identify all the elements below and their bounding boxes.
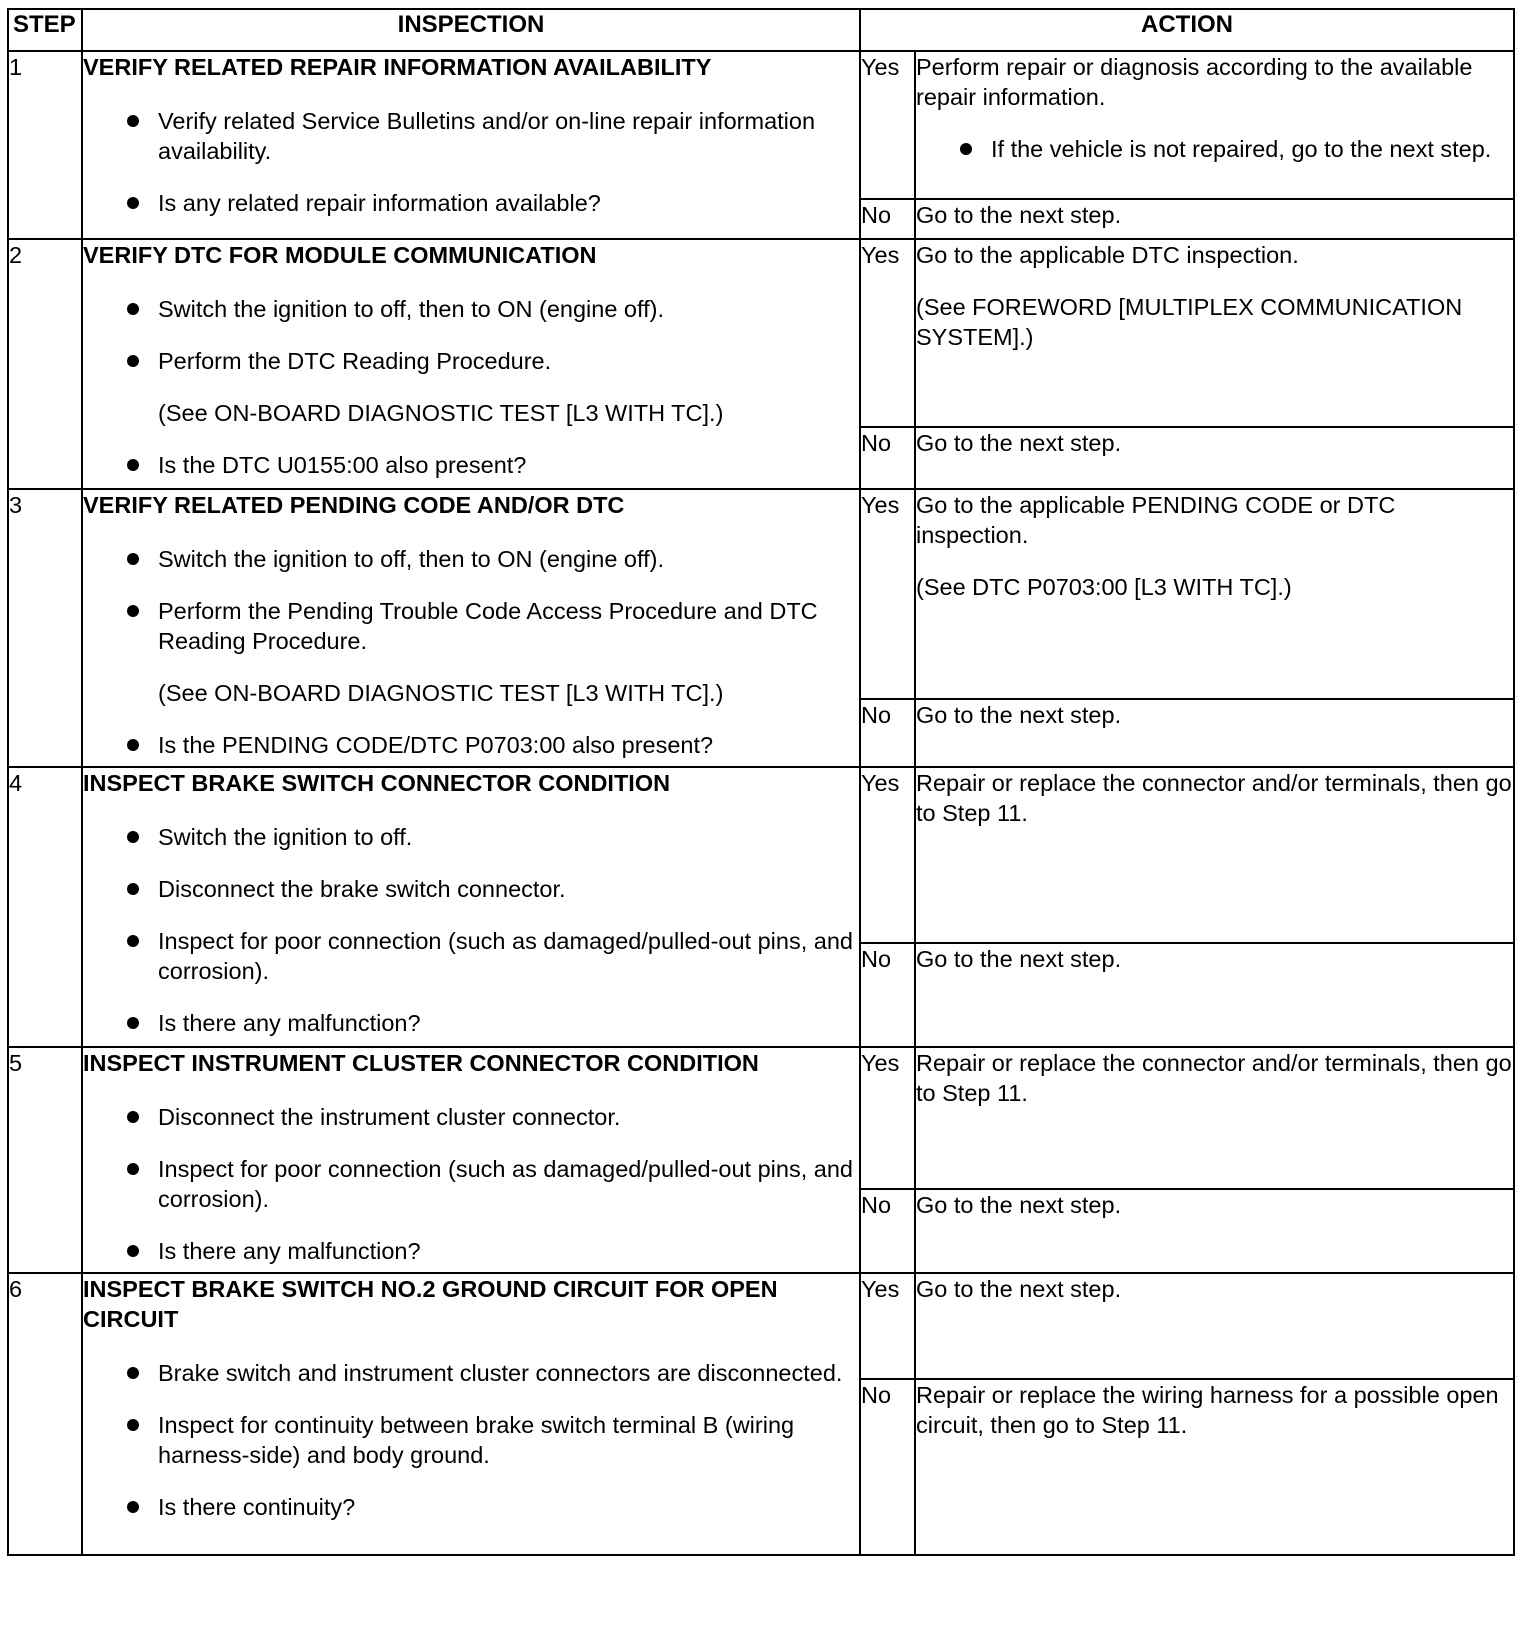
step-row-2-yes <box>8 239 1514 427</box>
no-label: No <box>860 427 915 489</box>
step-title: VERIFY DTC FOR MODULE COMMUNICATION <box>83 242 597 268</box>
bullet-text: Inspect for poor connection (such as damaged/pulled-out pins, and corrosion). <box>158 928 853 984</box>
bullet-text: Inspect for poor connection (such as damaged/pulled-out pins, and corrosion). <box>158 1156 853 1212</box>
yes-action-text: Go to the next step. <box>916 1276 1122 1302</box>
bullet-text: Inspect for continuity between brake switch terminal B (wiring harness-side) and body ground. <box>158 1412 795 1468</box>
header-action: ACTION <box>860 9 1514 51</box>
step-title: INSPECT INSTRUMENT CLUSTER CONNECTOR CONDITION <box>83 1050 759 1076</box>
yes-label: Yes <box>860 767 915 943</box>
inspection-bullet <box>83 544 859 574</box>
bullet-icon <box>127 605 139 617</box>
yes-action-text: Perform repair or diagnosis according to the available repair information. <box>916 54 1473 110</box>
yes-label: Yes <box>860 1273 915 1379</box>
no-label: No <box>860 199 915 239</box>
inspection-bullet <box>83 1154 859 1214</box>
inspection-bullet <box>83 1236 859 1266</box>
bullet-text: Switch the ignition to off, then to ON (engine off). <box>158 546 664 572</box>
no-label: No <box>860 1379 915 1555</box>
inspection-cell <box>82 51 860 239</box>
yes-action <box>915 1273 1514 1379</box>
yes-label: Yes <box>860 1047 915 1189</box>
bullet-icon <box>127 831 139 843</box>
bullet-icon <box>127 1501 139 1513</box>
bullet-icon <box>127 553 139 565</box>
yes-action-text: Repair or replace the connector and/or terminals, then go to Step 11. <box>916 1050 1512 1106</box>
inspection-cell <box>82 1047 860 1273</box>
bullet-icon <box>127 883 139 895</box>
inspection-cell <box>82 1273 860 1555</box>
no-action-text: Go to the next step. <box>915 699 1514 767</box>
step-number: 4 <box>8 767 82 1047</box>
inspection-cell <box>82 767 860 1047</box>
no-action-text: Go to the next step. <box>915 199 1514 239</box>
inspection-bullet <box>83 1008 859 1038</box>
bullet-text: Brake switch and instrument cluster connectors are disconnected. <box>158 1360 843 1386</box>
inspection-cell <box>82 489 860 767</box>
inspection-bullet <box>83 822 859 852</box>
bullet-icon <box>127 1419 139 1431</box>
header-inspection: INSPECTION <box>82 9 860 51</box>
yes-action <box>915 51 1514 199</box>
step-number: 6 <box>8 1273 82 1555</box>
no-label: No <box>860 1189 915 1273</box>
reference-text: (See ON-BOARD DIAGNOSTIC TEST [L3 WITH TC].) <box>158 400 724 426</box>
yes-action <box>915 239 1514 427</box>
bullet-icon <box>127 739 139 751</box>
bullet-icon <box>127 355 139 367</box>
bullet-text: Is there continuity? <box>158 1494 356 1520</box>
yes-action-reference: (See DTC P0703:00 [L3 WITH TC].) <box>916 574 1292 600</box>
bullet-text: Perform the Pending Trouble Code Access Procedure and DTC Reading Procedure. <box>158 598 818 654</box>
no-action-text: Go to the next step. <box>915 1189 1514 1273</box>
yes-action-bullet-text: If the vehicle is not repaired, go to the next step. <box>991 136 1492 162</box>
inspection-bullet <box>83 1102 859 1132</box>
step-number: 3 <box>8 489 82 767</box>
bullet-text: Is the PENDING CODE/DTC P0703:00 also present? <box>158 732 714 758</box>
no-label: No <box>860 699 915 767</box>
step-number: 2 <box>8 239 82 489</box>
no-action-text: Go to the next step. <box>915 943 1514 1047</box>
inspection-bullet <box>83 874 859 904</box>
reference-text: (See ON-BOARD DIAGNOSTIC TEST [L3 WITH TC].) <box>158 680 724 706</box>
inspection-bullet <box>83 1492 859 1522</box>
bullet-text: Switch the ignition to off, then to ON (engine off). <box>158 296 664 322</box>
bullet-icon <box>127 1017 139 1029</box>
inspection-bullet <box>83 188 859 218</box>
bullet-text: Switch the ignition to off. <box>158 824 413 850</box>
bullet-text: Verify related Service Bulletins and/or on-line repair information availability. <box>158 108 816 164</box>
bullet-text: Perform the DTC Reading Procedure. <box>158 348 552 374</box>
yes-action-text: Go to the applicable PENDING CODE or DTC inspection. <box>916 492 1396 548</box>
inspection-bullet <box>83 450 859 480</box>
step-title: INSPECT BRAKE SWITCH NO.2 GROUND CIRCUIT FOR OPEN CIRCUIT <box>83 1276 778 1332</box>
header-row <box>8 9 1514 51</box>
inspection-bullet <box>83 346 859 376</box>
bullet-icon <box>127 1111 139 1123</box>
inspection-bullet <box>83 926 859 986</box>
yes-action <box>915 767 1514 943</box>
yes-label: Yes <box>860 239 915 427</box>
yes-action-text: Repair or replace the connector and/or terminals, then go to Step 11. <box>916 770 1512 826</box>
inspection-bullet <box>83 106 859 166</box>
diagnostic-table <box>7 8 1515 1556</box>
inspection-bullet <box>83 1358 859 1388</box>
bullet-text: Disconnect the instrument cluster connector. <box>158 1104 621 1130</box>
no-action-text: Repair or replace the wiring harness for a possible open circuit, then go to Step 11. <box>915 1379 1514 1555</box>
yes-action-bullet <box>916 134 1513 164</box>
bullet-text: Is there any malfunction? <box>158 1010 421 1036</box>
step-row-1-yes <box>8 51 1514 199</box>
inspection-bullet <box>83 1410 859 1470</box>
table-body <box>8 51 1514 1555</box>
bullet-icon <box>127 1367 139 1379</box>
yes-action <box>915 1047 1514 1189</box>
bullet-icon <box>127 303 139 315</box>
bullet-text: Is the DTC U0155:00 also present? <box>158 452 527 478</box>
step-row-3-yes <box>8 489 1514 699</box>
yes-label: Yes <box>860 51 915 199</box>
inspection-bullet <box>83 294 859 324</box>
bullet-icon <box>960 143 972 155</box>
inspection-bullet <box>83 596 859 656</box>
bullet-icon <box>127 1163 139 1175</box>
step-row-6-yes <box>8 1273 1514 1379</box>
bullet-icon <box>127 935 139 947</box>
step-row-5-yes <box>8 1047 1514 1189</box>
yes-action-reference: (See FOREWORD [MULTIPLEX COMMUNICATION SYSTEM].) <box>916 294 1463 350</box>
bullet-icon <box>127 115 139 127</box>
header-step: STEP <box>8 9 82 51</box>
step-number: 5 <box>8 1047 82 1273</box>
yes-label: Yes <box>860 489 915 699</box>
bullet-text: Is any related repair information available? <box>158 190 601 216</box>
step-title: VERIFY RELATED PENDING CODE AND/OR DTC <box>83 492 625 518</box>
inspection-bullet <box>83 730 859 760</box>
step-number: 1 <box>8 51 82 239</box>
step-row-4-yes <box>8 767 1514 943</box>
bullet-icon <box>127 197 139 209</box>
inspection-cell <box>82 239 860 489</box>
bullet-text: Is there any malfunction? <box>158 1238 421 1264</box>
step-title: VERIFY RELATED REPAIR INFORMATION AVAILABILITY <box>83 54 712 80</box>
bullet-icon <box>127 1245 139 1257</box>
no-action-text: Go to the next step. <box>915 427 1514 489</box>
step-title: INSPECT BRAKE SWITCH CONNECTOR CONDITION <box>83 770 671 796</box>
no-label: No <box>860 943 915 1047</box>
yes-action <box>915 489 1514 699</box>
bullet-icon <box>127 459 139 471</box>
bullet-text: Disconnect the brake switch connector. <box>158 876 566 902</box>
yes-action-text: Go to the applicable DTC inspection. <box>916 242 1299 268</box>
